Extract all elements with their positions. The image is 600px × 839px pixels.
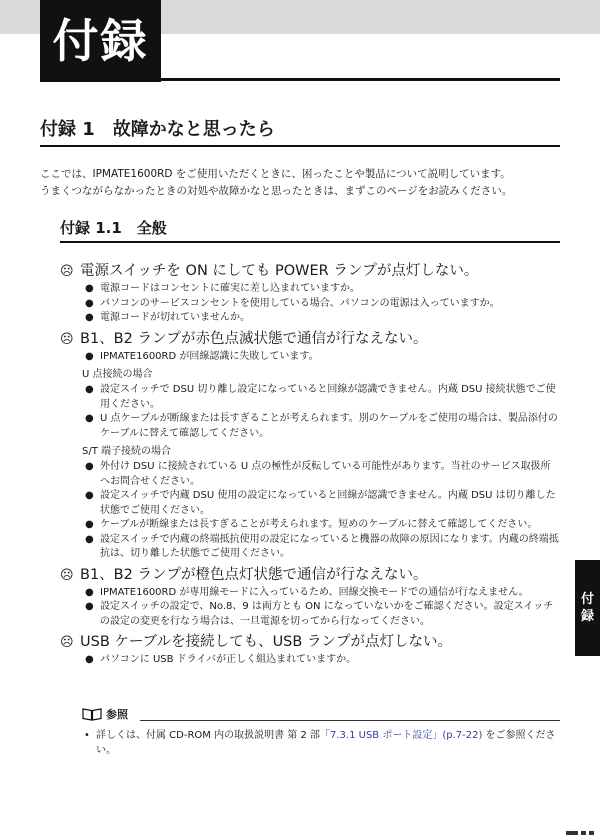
list-item: ● 外付け DSU に接続されている U 点の極性が反転している可能性があります。当社のサービス取扱所へお問合せください。 xyxy=(85,461,551,487)
page-marks xyxy=(566,820,600,825)
list-item: ● 設定スイッチで内蔵の終端抵抗使用の設定になっていると機器の故障の原因になります。内蔵の終端抵抗は、切り離した状態でご使用ください。 xyxy=(85,533,559,559)
list-item: ● ケーブルが断線または長すぎることが考えられます。短めのケーブルに替えて確認してください。 xyxy=(60,518,560,533)
issue-red-blink xyxy=(60,330,560,349)
issue-usb-lamp xyxy=(60,633,560,652)
reference-rule xyxy=(140,720,560,721)
list-item: ● パソコンに USB ドライバが正しく組込まれていますか。 xyxy=(60,653,560,668)
issue-text: 電源スイッチを ON にしても POWER ランプが点灯しない。 xyxy=(80,263,479,279)
group-label-st-port: S/T 端子接続の場合 xyxy=(82,446,172,457)
sad-face-icon: ☹ xyxy=(60,331,74,347)
sad-face-icon: ☹ xyxy=(60,264,74,279)
section-intro xyxy=(40,166,570,200)
chapter-title: 付録 xyxy=(40,0,161,82)
list-item: ● パソコンのサービスコンセントを使用している場合、パソコンの電源は入っていますか。 xyxy=(60,297,560,312)
bullet-icon: ● xyxy=(85,312,94,323)
section-title: 付録 1 故障かなと思ったら xyxy=(40,118,560,147)
reference-body xyxy=(82,728,560,758)
troubleshooting-list xyxy=(60,258,560,668)
reference-header xyxy=(82,706,560,724)
reference-prefix: 詳しくは、付属 CD-ROM 内の取扱説明書 第 2 部「 xyxy=(96,730,330,741)
issue-orange-lamp xyxy=(60,566,560,585)
list-item: ● IPMATE1600RD が専用線モードに入っているため、回線交換モードでの通信が行なえません。 xyxy=(60,586,560,601)
list-item: ● 設定スイッチで DSU 切り離し設定になっていると回線が認識できません。内蔵 DSU 接続状態でご使用ください。 xyxy=(85,384,556,410)
side-tab-label: 付録 xyxy=(580,592,594,624)
issue-text: B1、B2 ランプが赤色点滅状態で通信が行なえない。 xyxy=(80,330,428,347)
issue-bullets xyxy=(60,350,560,365)
bullet-icon: ● xyxy=(85,350,94,362)
group-label-u-point: U 点接続の場合 xyxy=(82,369,153,380)
side-chapter-tab xyxy=(575,560,600,656)
bullet-icon: ● xyxy=(85,519,94,530)
bullet-icon: ● xyxy=(85,297,94,309)
group-bullets xyxy=(60,383,560,441)
list-item: ● IPMATE1600RD が回線認識に失敗しています。 xyxy=(60,350,560,365)
list-item: ● U 点ケーブルが断線または長すぎることが考えられます。別のケーブルをご使用の場合は、製品添付のケーブルに替えて確認してください。 xyxy=(85,413,558,439)
reference-label: 参照 xyxy=(106,708,128,721)
bullet-icon: ● xyxy=(85,490,94,501)
reference-suffix: をご参照ください。 xyxy=(96,730,556,756)
bullet-icon: ● xyxy=(85,601,94,612)
sad-face-icon: ☹ xyxy=(60,635,74,650)
issue-power-lamp xyxy=(60,262,560,281)
intro-line-2: うまくつながらなかったときの対処や故障かなと思ったときは、まずこのページをお読みください。 xyxy=(40,185,513,197)
bullet-icon: ● xyxy=(85,654,94,665)
bullet-icon: ● xyxy=(85,586,94,598)
bullet-icon: ● xyxy=(85,283,94,294)
list-item: ● 設定スイッチの設定で、No.8、9 は両方とも ON になっていないかをご確認ください。設定スイッチの設定の変更を行なう場合は、一旦電源を切ってから行なってください。 xyxy=(85,601,554,627)
bullet-icon: ● xyxy=(85,461,94,472)
subsection-title: 付録 1.1 全般 xyxy=(60,218,560,243)
sad-face-icon: ☹ xyxy=(60,567,74,583)
list-item: ● 電源コードはコンセントに確実に差し込まれていますか。 xyxy=(60,282,560,297)
bullet-icon: ● xyxy=(85,413,94,424)
bullet-icon: ● xyxy=(85,533,94,545)
issue-text: USB ケーブルを接続しても、USB ランプが点灯しない。 xyxy=(80,634,452,650)
bullet-icon: ● xyxy=(85,384,94,395)
chapter-rule xyxy=(40,78,560,81)
issue-bullets xyxy=(60,586,560,630)
intro-line-1: ここでは、IPMATE1600RD をご使用いただくときに、困ったことや製品について説明しています。 xyxy=(40,168,511,180)
book-icon xyxy=(82,708,102,721)
list-item: ● 電源コードが切れていませんか。 xyxy=(60,311,560,326)
reference-link[interactable]: 7.3.1 USB ポート設定」(p.7-22) xyxy=(330,730,483,741)
issue-text: B1、B2 ランプが橙色点灯状態で通信が行なえない。 xyxy=(80,566,428,583)
issue-bullets xyxy=(60,282,560,326)
list-item: ● 設定スイッチで内蔵 DSU 使用の設定になっていると回線が認識できません。内蔵 DSU は切り離した状態でご使用ください。 xyxy=(85,490,556,516)
issue-bullets xyxy=(60,653,560,668)
bullet-icon: • xyxy=(84,730,90,741)
group-bullets xyxy=(60,460,560,562)
